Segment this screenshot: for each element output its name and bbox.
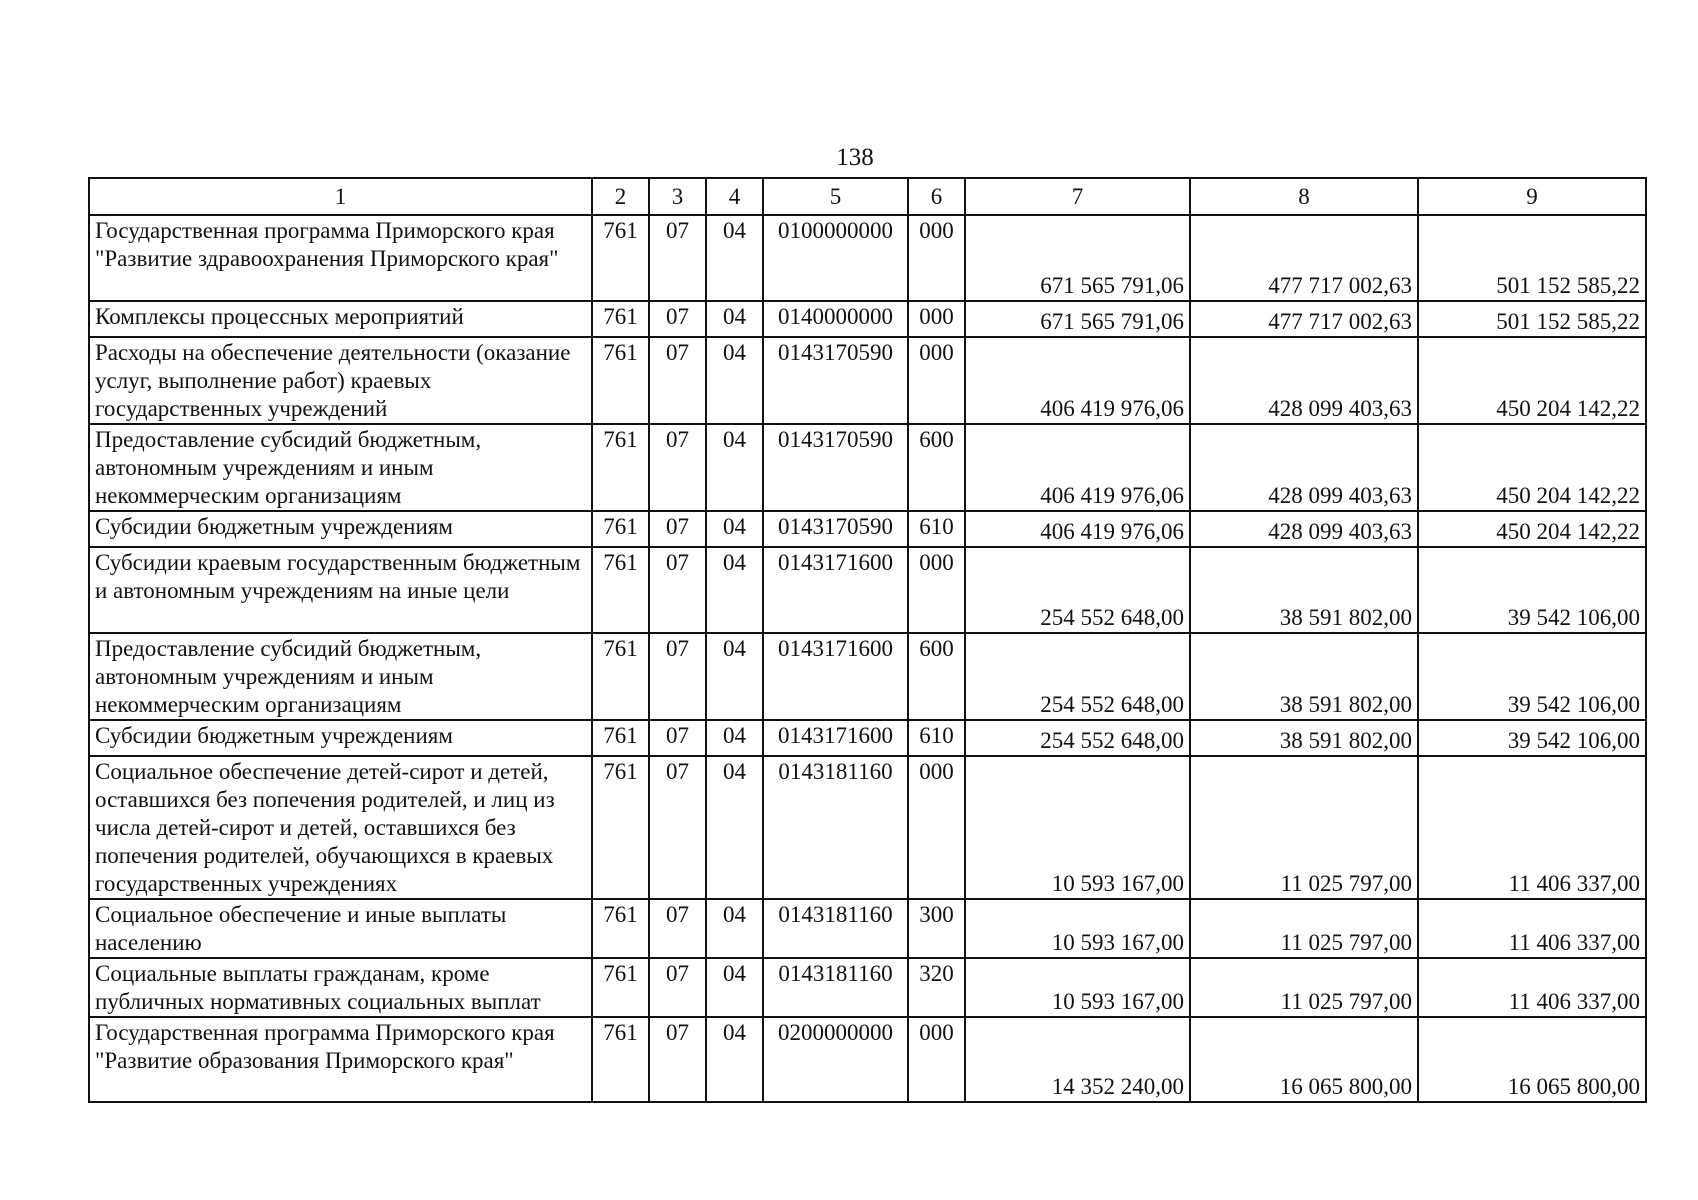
column-header: 6 (908, 178, 965, 215)
table-row (89, 756, 1646, 899)
subsection-code: 04 (706, 899, 763, 958)
expense-name: Государственная программа Приморского края "Развитие образования Приморского края" (89, 1017, 592, 1102)
amount-col8: 477 717 002,63 (1190, 215, 1418, 301)
expense-name: Социальное обеспечение и иные выплаты населению (89, 899, 592, 958)
table-row (89, 958, 1646, 1017)
expense-name: Социальное обеспечение детей-сирот и детей, оставшихся без попечения родителей, и лиц из числа детей-сирот и детей, оставшихся без попечения родителей, обучающихся в краевых государственных учреждениях (89, 756, 592, 899)
expense-name: Государственная программа Приморского края "Развитие здравоохранения Приморского края" (89, 215, 592, 301)
amount-col8: 11 025 797,00 (1190, 958, 1418, 1017)
amount-col9: 11 406 337,00 (1418, 756, 1646, 899)
amount-col8: 11 025 797,00 (1190, 756, 1418, 899)
target-article-code: 0100000000 (763, 215, 908, 301)
amount-col7: 406 419 976,06 (965, 337, 1190, 424)
subsection-code: 04 (706, 511, 763, 547)
column-header: 2 (592, 178, 649, 215)
table-row (89, 1017, 1646, 1102)
amount-col7: 10 593 167,00 (965, 756, 1190, 899)
expense-type-code: 610 (908, 511, 965, 547)
amount-col7: 10 593 167,00 (965, 899, 1190, 958)
subsection-code: 04 (706, 547, 763, 633)
expense-type-code: 610 (908, 720, 965, 756)
expense-type-code: 000 (908, 756, 965, 899)
column-header: 7 (965, 178, 1190, 215)
target-article-code: 0143171600 (763, 633, 908, 720)
section-code: 07 (649, 424, 706, 511)
ministry-code: 761 (592, 1017, 649, 1102)
amount-col9: 11 406 337,00 (1418, 958, 1646, 1017)
table-row (89, 720, 1646, 756)
amount-col9: 39 542 106,00 (1418, 547, 1646, 633)
target-article-code: 0143181160 (763, 958, 908, 1017)
amount-col7: 406 419 976,06 (965, 511, 1190, 547)
column-header: 8 (1190, 178, 1418, 215)
table-row (89, 511, 1646, 547)
target-article-code: 0143170590 (763, 337, 908, 424)
table-row (89, 899, 1646, 958)
target-article-code: 0143181160 (763, 756, 908, 899)
target-article-code: 0143170590 (763, 511, 908, 547)
table-row (89, 301, 1646, 337)
table-row (89, 337, 1646, 424)
section-code: 07 (649, 720, 706, 756)
section-code: 07 (649, 1017, 706, 1102)
expense-name: Субсидии бюджетным учреждениям (89, 720, 592, 756)
amount-col8: 428 099 403,63 (1190, 511, 1418, 547)
table-row (89, 215, 1646, 301)
expense-type-code: 320 (908, 958, 965, 1017)
target-article-code: 0143171600 (763, 547, 908, 633)
table-row (89, 547, 1646, 633)
expense-name: Субсидии краевым государственным бюджетным и автономным учреждениям на иные цели (89, 547, 592, 633)
amount-col9: 501 152 585,22 (1418, 301, 1646, 337)
amount-col8: 477 717 002,63 (1190, 301, 1418, 337)
expense-name: Расходы на обеспечение деятельности (оказание услуг, выполнение работ) краевых государственных учреждений (89, 337, 592, 424)
subsection-code: 04 (706, 633, 763, 720)
subsection-code: 04 (706, 958, 763, 1017)
section-code: 07 (649, 899, 706, 958)
section-code: 07 (649, 633, 706, 720)
expense-type-code: 000 (908, 301, 965, 337)
expense-type-code: 000 (908, 547, 965, 633)
amount-col8: 428 099 403,63 (1190, 337, 1418, 424)
amount-col9: 450 204 142,22 (1418, 424, 1646, 511)
ministry-code: 761 (592, 633, 649, 720)
expense-type-code: 000 (908, 1017, 965, 1102)
ministry-code: 761 (592, 424, 649, 511)
column-header: 9 (1418, 178, 1646, 215)
expense-name: Комплексы процессных мероприятий (89, 301, 592, 337)
amount-col9: 16 065 800,00 (1418, 1017, 1646, 1102)
subsection-code: 04 (706, 1017, 763, 1102)
expense-type-code: 600 (908, 633, 965, 720)
section-code: 07 (649, 337, 706, 424)
amount-col7: 14 352 240,00 (965, 1017, 1190, 1102)
subsection-code: 04 (706, 756, 763, 899)
expense-type-code: 000 (908, 337, 965, 424)
amount-col8: 38 591 802,00 (1190, 720, 1418, 756)
ministry-code: 761 (592, 958, 649, 1017)
amount-col7: 671 565 791,06 (965, 215, 1190, 301)
amount-col8: 11 025 797,00 (1190, 899, 1418, 958)
subsection-code: 04 (706, 301, 763, 337)
amount-col7: 254 552 648,00 (965, 633, 1190, 720)
column-header: 4 (706, 178, 763, 215)
amount-col9: 501 152 585,22 (1418, 215, 1646, 301)
expense-name: Субсидии бюджетным учреждениям (89, 511, 592, 547)
ministry-code: 761 (592, 215, 649, 301)
target-article-code: 0200000000 (763, 1017, 908, 1102)
ministry-code: 761 (592, 547, 649, 633)
section-code: 07 (649, 215, 706, 301)
expense-name: Предоставление субсидий бюджетным, автономным учреждениям и иным некоммерческим организациям (89, 633, 592, 720)
subsection-code: 04 (706, 720, 763, 756)
amount-col7: 254 552 648,00 (965, 547, 1190, 633)
section-code: 07 (649, 547, 706, 633)
column-header: 3 (649, 178, 706, 215)
table-row (89, 633, 1646, 720)
amount-col7: 254 552 648,00 (965, 720, 1190, 756)
amount-col7: 671 565 791,06 (965, 301, 1190, 337)
ministry-code: 761 (592, 899, 649, 958)
table-row (89, 424, 1646, 511)
section-code: 07 (649, 958, 706, 1017)
amount-col9: 450 204 142,22 (1418, 337, 1646, 424)
ministry-code: 761 (592, 756, 649, 899)
subsection-code: 04 (706, 424, 763, 511)
amount-col7: 10 593 167,00 (965, 958, 1190, 1017)
expense-name: Социальные выплаты гражданам, кроме публичных нормативных социальных выплат (89, 958, 592, 1017)
page-number: 138 (836, 144, 874, 171)
ministry-code: 761 (592, 720, 649, 756)
expense-type-code: 600 (908, 424, 965, 511)
column-header: 5 (763, 178, 908, 215)
expense-type-code: 300 (908, 899, 965, 958)
subsection-code: 04 (706, 215, 763, 301)
amount-col9: 11 406 337,00 (1418, 899, 1646, 958)
target-article-code: 0140000000 (763, 301, 908, 337)
amount-col9: 39 542 106,00 (1418, 633, 1646, 720)
amount-col9: 450 204 142,22 (1418, 511, 1646, 547)
amount-col8: 38 591 802,00 (1190, 633, 1418, 720)
expense-type-code: 000 (908, 215, 965, 301)
expense-name: Предоставление субсидий бюджетным, автономным учреждениям и иным некоммерческим организациям (89, 424, 592, 511)
subsection-code: 04 (706, 337, 763, 424)
section-code: 07 (649, 301, 706, 337)
ministry-code: 761 (592, 301, 649, 337)
target-article-code: 0143181160 (763, 899, 908, 958)
amount-col8: 428 099 403,63 (1190, 424, 1418, 511)
amount-col8: 38 591 802,00 (1190, 547, 1418, 633)
target-article-code: 0143170590 (763, 424, 908, 511)
ministry-code: 761 (592, 337, 649, 424)
ministry-code: 761 (592, 511, 649, 547)
section-code: 07 (649, 756, 706, 899)
section-code: 07 (649, 511, 706, 547)
column-header: 1 (89, 178, 592, 215)
column-number-row (89, 178, 1646, 215)
amount-col7: 406 419 976,06 (965, 424, 1190, 511)
amount-col9: 39 542 106,00 (1418, 720, 1646, 756)
target-article-code: 0143171600 (763, 720, 908, 756)
budget-table (88, 177, 1647, 1103)
amount-col8: 16 065 800,00 (1190, 1017, 1418, 1102)
